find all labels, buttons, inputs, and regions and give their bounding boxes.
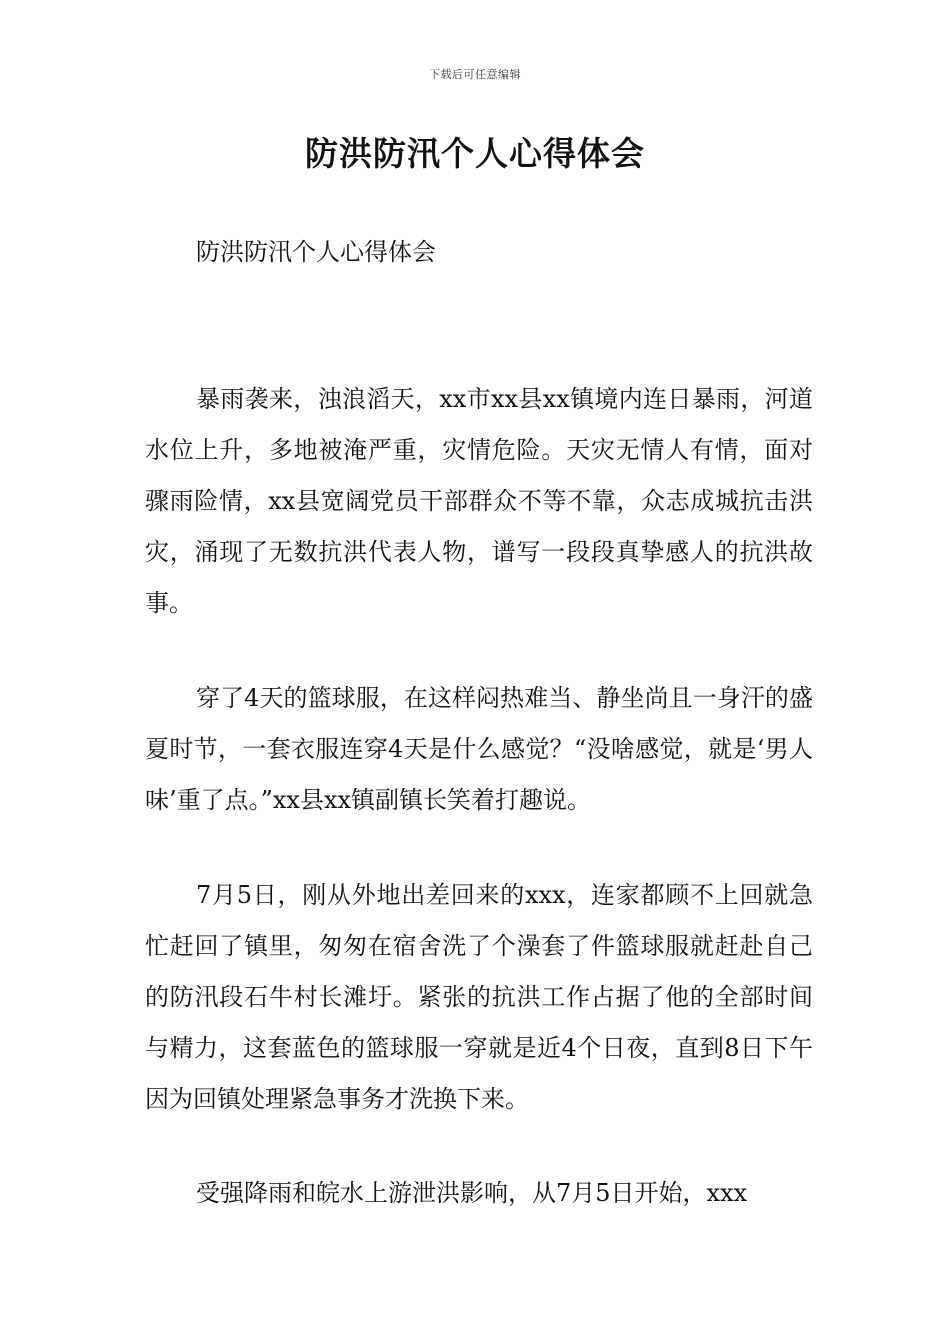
document-subtitle: 防洪防汛个人心得体会 xyxy=(196,238,436,266)
header-note: 下载后可任意编辑 xyxy=(429,68,521,81)
paragraph-3: 7月5日，刚从外地出差回来的xxx，连家都顾不上回就急忙赶回了镇里，匆匆在宿舍洗了个澡套了件篮球服就赶赴自己的防汛段石牛村长滩圩。紧张的抗洪工作占据了他的全部时间与精力，这套蓝色的篮球服一穿就是近4个日夜，直到8日下午因为回镇处理紧急事务才洗换下来。 xyxy=(145,881,813,1113)
paragraph-1: 暴雨袭来，浊浪滔天，xx市xx县xx镇境内连日暴雨，河道水位上升，多地被淹严重，灾情危险。天灾无情人有情，面对骤雨险情，xx县宽阔党员干部群众不等不靠，众志成城抗击洪灾，涌现了无数抗洪代表人物，谱写一段段真挚感人的抗洪故事。 xyxy=(145,385,813,617)
paragraph-4: 受强降雨和皖水上游泄洪影响，从7月5日开始，xxx xyxy=(196,1179,748,1207)
document-title: 防洪防汛个人心得体会 xyxy=(305,134,645,173)
paragraph-2: 穿了4天的篮球服，在这样闷热难当、静坐尚且一身汗的盛夏时节，一套衣服连穿4天是什么感觉？“没啥感觉，就是‘男人味’重了点。”xx县xx镇副镇长笑着打趣说。 xyxy=(145,684,813,814)
